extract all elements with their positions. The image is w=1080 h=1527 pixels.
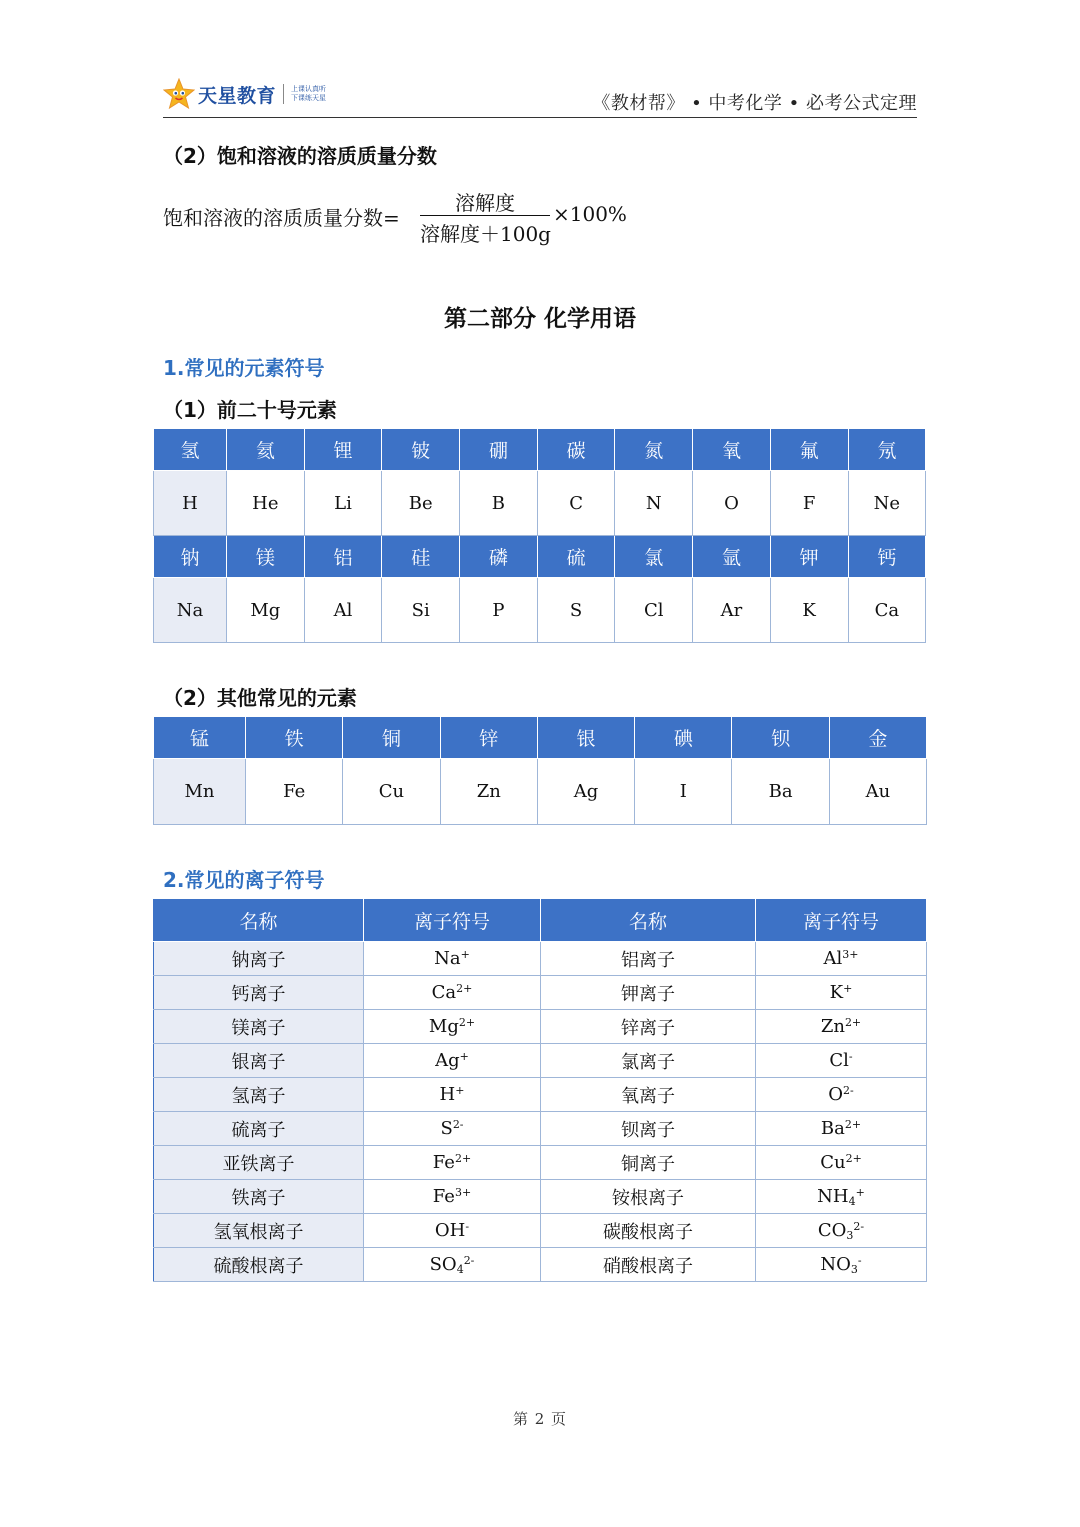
ion-symbol	[756, 976, 927, 1010]
page-header	[163, 76, 917, 118]
section-heading-saturated: （2）饱和溶液的溶质质量分数	[163, 144, 437, 168]
ion-symbol-base: Cu	[820, 1152, 846, 1173]
ion-symbol-base: OH	[434, 1220, 466, 1241]
ion-symbol-base: Ag	[435, 1050, 460, 1071]
part-title: 第二部分 化学用语	[443, 306, 636, 332]
col-header-symbol-2: 离子符号	[756, 899, 927, 942]
element-symbol: Zn	[440, 759, 537, 825]
element-name: 钡	[732, 717, 829, 759]
element-names-row-2	[154, 536, 926, 578]
ion-charge: 2+	[456, 982, 473, 995]
element-name: 氢	[154, 429, 227, 471]
ions-header-row	[154, 899, 927, 942]
ion-name: 氯离子	[541, 1044, 756, 1078]
element-name: 磷	[460, 536, 538, 578]
ion-name: 硝酸根离子	[541, 1248, 756, 1282]
ion-symbol-base: K	[829, 982, 844, 1003]
table-row	[154, 976, 927, 1010]
ion-charge: +	[855, 1186, 865, 1199]
element-name: 氮	[615, 429, 693, 471]
ion-name: 钡离子	[541, 1112, 756, 1146]
ion-charge: 2+	[844, 1016, 862, 1029]
slogan-line-1: 上课认真听	[291, 85, 327, 93]
element-name: 镁	[227, 536, 305, 578]
ion-name: 锌离子	[541, 1010, 756, 1044]
ion-name: 氢氧根离子	[154, 1214, 364, 1248]
ion-charge: +	[459, 1050, 469, 1063]
ion-symbol	[364, 1112, 541, 1146]
element-name: 铁	[246, 717, 343, 759]
element-name: 氩	[693, 536, 771, 578]
ion-symbol	[364, 1078, 541, 1112]
ion-charge: +	[455, 1084, 465, 1097]
ion-symbol-base: Cl	[829, 1050, 849, 1071]
slogan-line-2: 下课练天星	[291, 94, 327, 102]
ion-charge: 2-	[463, 1254, 475, 1267]
element-symbols-row-1	[154, 471, 926, 536]
ion-symbol-base: Fe	[432, 1186, 455, 1207]
ion-name: 硫离子	[154, 1112, 364, 1146]
ion-symbol	[364, 1010, 541, 1044]
col-header-name-1: 名称	[154, 899, 364, 942]
ion-charge: +	[460, 948, 470, 961]
element-symbol: O	[693, 471, 771, 536]
other-element-names-row	[154, 717, 927, 759]
ion-symbol-subscript: 3	[846, 1229, 854, 1242]
ion-symbol	[756, 1146, 927, 1180]
brand-divider	[283, 84, 284, 104]
ion-name: 氢离子	[154, 1078, 364, 1112]
elements-heading: 1.常见的元素符号	[163, 356, 325, 380]
element-name: 钙	[848, 536, 926, 578]
element-symbol: F	[770, 471, 848, 536]
page-number: 第 2 页	[512, 1410, 568, 1428]
ion-charge: 2-	[843, 1084, 854, 1097]
brand-name: 天星教育	[198, 84, 277, 107]
ion-name: 钙离子	[154, 976, 364, 1010]
ion-name: 硫酸根离子	[154, 1248, 364, 1282]
element-name: 氧	[693, 429, 771, 471]
element-symbol: Au	[829, 759, 926, 825]
ion-charge: 2-	[853, 1220, 865, 1233]
ion-name: 银离子	[154, 1044, 364, 1078]
element-name: 锂	[304, 429, 382, 471]
ion-symbol	[364, 942, 541, 976]
ion-name: 钠离子	[154, 942, 364, 976]
ion-symbol	[364, 1214, 541, 1248]
ion-symbol-base: Al	[823, 948, 843, 969]
ion-symbol	[364, 1248, 541, 1282]
element-symbols-row-2	[154, 578, 926, 643]
element-symbol: S	[537, 578, 615, 643]
element-symbol: I	[635, 759, 732, 825]
table-row	[154, 1248, 927, 1282]
ion-symbol-base: CO	[817, 1220, 847, 1241]
element-symbol: Al	[304, 578, 382, 643]
ion-symbol-base: S	[440, 1118, 453, 1139]
element-name: 氟	[770, 429, 848, 471]
element-symbol: Ba	[732, 759, 829, 825]
ion-symbol	[756, 1214, 927, 1248]
table-row	[154, 942, 927, 976]
element-name: 钠	[154, 536, 227, 578]
table-row	[154, 1146, 927, 1180]
element-name: 金	[829, 717, 926, 759]
ion-symbol-base: NO	[820, 1254, 851, 1275]
ion-charge: 3+	[454, 1186, 472, 1199]
element-symbol: H	[154, 471, 227, 536]
element-symbol: B	[460, 471, 538, 536]
formula-lhs: 饱和溶液的溶质质量分数=	[163, 206, 400, 230]
other-elements-table	[153, 716, 927, 825]
ion-name: 亚铁离子	[154, 1146, 364, 1180]
ion-charge: -	[465, 1220, 470, 1233]
ions-heading: 2.常见的离子符号	[163, 868, 325, 892]
element-name: 银	[537, 717, 634, 759]
element-name: 硫	[537, 536, 615, 578]
ion-symbol-subscript: 4	[848, 1195, 856, 1208]
ion-symbol-base: Ba	[820, 1118, 845, 1139]
ion-symbol	[364, 1146, 541, 1180]
table-row	[154, 1010, 927, 1044]
ion-charge: 3+	[842, 948, 859, 961]
ion-charge: 2-	[452, 1118, 464, 1131]
ion-symbol-base: Na	[434, 948, 461, 969]
ion-symbol	[756, 1180, 927, 1214]
brand-logo	[163, 78, 326, 110]
element-name: 氖	[848, 429, 926, 471]
element-name: 钾	[770, 536, 848, 578]
formula-numerator: 溶解度	[455, 191, 515, 215]
element-symbol: Ne	[848, 471, 926, 536]
ion-charge: -	[848, 1050, 853, 1063]
ion-symbol-base: Mg	[428, 1016, 459, 1037]
element-symbol: Ca	[848, 578, 926, 643]
element-symbol: Na	[154, 578, 227, 643]
ion-symbol	[756, 942, 927, 976]
other-elements-heading: （2）其他常见的元素	[163, 686, 357, 710]
element-name: 碘	[635, 717, 732, 759]
ion-symbol	[756, 1010, 927, 1044]
ion-symbol-subscript: 3	[850, 1263, 858, 1276]
ion-symbol-base: H	[439, 1084, 456, 1105]
ion-symbol-base: Ca	[431, 982, 457, 1003]
element-symbol: Li	[304, 471, 382, 536]
col-header-symbol-1: 离子符号	[364, 899, 541, 942]
ion-symbol-base: NH	[817, 1186, 849, 1207]
other-element-symbols-row	[154, 759, 927, 825]
ion-name: 碳酸根离子	[541, 1214, 756, 1248]
ions-table	[153, 898, 927, 1282]
element-symbol: Mn	[154, 759, 246, 825]
first20-heading: （1）前二十号元素	[163, 398, 337, 422]
element-symbol: Be	[382, 471, 460, 536]
element-name: 碳	[537, 429, 615, 471]
ion-name: 铵根离子	[541, 1180, 756, 1214]
element-symbol: C	[537, 471, 615, 536]
formula-denominator: 溶解度＋100g	[420, 222, 551, 246]
ion-symbol	[364, 976, 541, 1010]
element-name: 硅	[382, 536, 460, 578]
ion-symbol	[364, 1044, 541, 1078]
element-symbol: Cu	[343, 759, 440, 825]
ion-symbol	[756, 1112, 927, 1146]
ion-symbol	[756, 1248, 927, 1282]
col-header-name-2: 名称	[541, 899, 756, 942]
ion-charge: 2+	[454, 1152, 472, 1165]
ion-symbol-base: Zn	[820, 1016, 845, 1037]
element-symbol: N	[615, 471, 693, 536]
ion-name: 钾离子	[541, 976, 756, 1010]
element-name: 铜	[343, 717, 440, 759]
element-names-row-1	[154, 429, 926, 471]
table-row	[154, 1180, 927, 1214]
element-name: 氯	[615, 536, 693, 578]
table-row	[154, 1214, 927, 1248]
book-title: 《教材帮》 • 中考化学 • 必考公式定理	[592, 93, 917, 114]
ion-charge: 2+	[845, 1152, 862, 1165]
element-symbol: K	[770, 578, 848, 643]
ion-symbol	[756, 1078, 927, 1112]
ion-name: 铜离子	[541, 1146, 756, 1180]
ion-symbol	[364, 1180, 541, 1214]
element-symbol: Fe	[246, 759, 343, 825]
fraction-bar	[420, 215, 550, 216]
ion-name: 铁离子	[154, 1180, 364, 1214]
element-symbol: Ag	[537, 759, 634, 825]
ion-charge: 2+	[844, 1118, 862, 1131]
element-name: 锰	[154, 717, 246, 759]
star-logo-icon	[163, 78, 195, 110]
element-name: 锌	[440, 717, 537, 759]
element-symbol: Mg	[227, 578, 305, 643]
element-name: 铝	[304, 536, 382, 578]
ion-symbol-subscript: 4	[456, 1263, 464, 1276]
element-symbol: He	[227, 471, 305, 536]
element-symbol: Ar	[693, 578, 771, 643]
brand-slogan	[291, 85, 326, 103]
element-name: 氦	[227, 429, 305, 471]
formula-rhs: ×100%	[553, 202, 627, 226]
table-row	[154, 1112, 927, 1146]
ion-charge: -	[857, 1254, 862, 1267]
ion-symbol	[756, 1044, 927, 1078]
ion-name: 镁离子	[154, 1010, 364, 1044]
first-twenty-elements-table	[153, 428, 926, 643]
element-symbol: Cl	[615, 578, 693, 643]
ion-symbol-base: Fe	[432, 1152, 455, 1173]
element-symbol: P	[460, 578, 538, 643]
ion-symbol-base: SO	[429, 1254, 457, 1275]
element-name: 铍	[382, 429, 460, 471]
ion-symbol-base: O	[828, 1084, 844, 1105]
table-row	[154, 1078, 927, 1112]
ion-charge: 2+	[458, 1016, 476, 1029]
ion-charge: +	[843, 982, 853, 995]
element-symbol: Si	[382, 578, 460, 643]
table-row	[154, 1044, 927, 1078]
ion-name: 氧离子	[541, 1078, 756, 1112]
element-name: 硼	[460, 429, 538, 471]
ion-name: 铝离子	[541, 942, 756, 976]
